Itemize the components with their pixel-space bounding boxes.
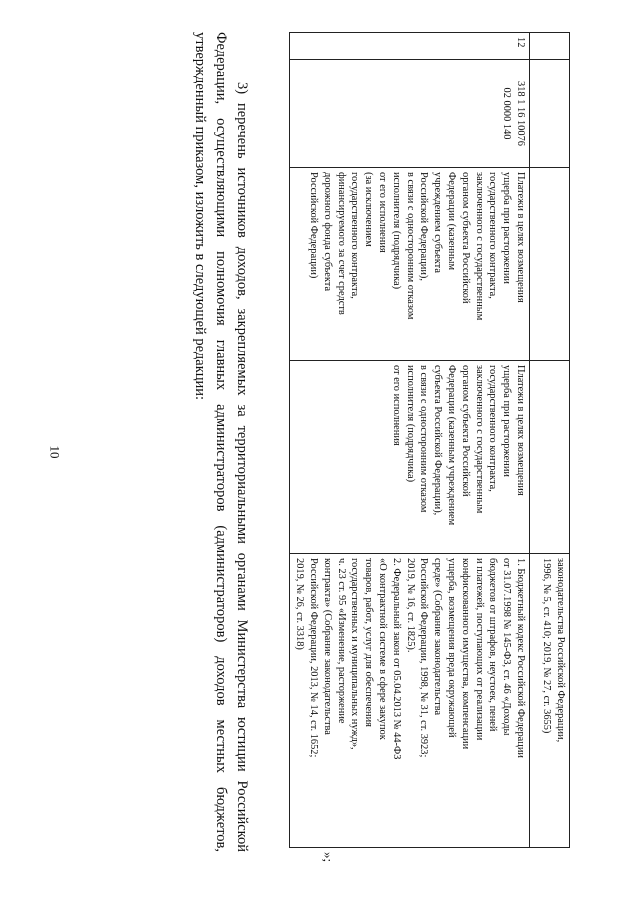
- text-line: ущерба при расторжении: [501, 172, 513, 284]
- text-line: Федерации (казенным: [446, 172, 458, 271]
- text-line: государственного контракта,: [349, 172, 361, 299]
- text-line: 2. Федеральный закон от 05.04.2013 № 44-ФЗ: [390, 558, 402, 760]
- code-line: 02 0000 140: [501, 87, 513, 140]
- text-line: 1. Бюджетный кодекс Российской Федерации: [515, 558, 526, 758]
- text-line: Российской Федерации),: [418, 172, 430, 281]
- income-sources-table: [289, 32, 570, 848]
- text-line: 2019, № 26, ст. 3318): [294, 558, 306, 650]
- text-line: и платежей, поступающих от реализации: [473, 558, 485, 741]
- text-line: Федерации (казенным учреждением: [446, 365, 458, 526]
- amendment-line: утвержденный приказом, изложить в следующей редакции:: [192, 32, 208, 401]
- text-line: государственного контракта,: [487, 172, 499, 299]
- text-line: «О контрактной системе в сфере закупок: [377, 558, 389, 740]
- text-line: Российской Федерации): [308, 172, 320, 279]
- row-number: 12: [515, 37, 526, 48]
- amendment-line: 3) перечень источников доходов, закрепляемых за территориальными органами Министерства юстиции Российской: [234, 82, 250, 852]
- cell-row-number: [290, 33, 530, 60]
- text-line: от его исполнения: [390, 365, 402, 446]
- text-line: финансируемого за счет средств: [335, 172, 347, 315]
- text-line: заключенного с государственным: [473, 365, 485, 514]
- text-line: бюджетов от штрафов, неустоек, пеней: [487, 558, 499, 732]
- text-line: от 31.07.1998 № 145-ФЗ, ст. 46 «Доходы: [501, 558, 513, 736]
- page-number: 10: [47, 445, 63, 459]
- text-line: Платежи в целях возмещения: [515, 365, 526, 496]
- cell-empty: [530, 361, 570, 554]
- text-line: заключенного с государственным: [473, 172, 485, 321]
- amendment-paragraph: [189, 32, 252, 852]
- table-row-12: [290, 33, 530, 848]
- text-line: дорожного фонда субъекта: [321, 172, 333, 292]
- cell-empty: [530, 60, 570, 168]
- text-line: ч. 23 ст. 95 «Изменение, расторжение: [335, 558, 347, 724]
- text-line: органом субъекта Российской: [459, 172, 471, 304]
- text-line: Платежи в целях возмещения: [515, 172, 526, 303]
- text-line: среде» (Собрание законодательства: [432, 558, 444, 716]
- text-line: 1996, № 5, ст. 410; 2019, № 27, ст. 3655): [541, 558, 553, 734]
- cell-legal-basis: [290, 554, 530, 848]
- code-line: 318 1 16 10076: [515, 81, 526, 146]
- closing-quote-mark: »;: [321, 852, 336, 863]
- cell-budget-code: [290, 60, 530, 168]
- amendment-line: Федерации, осуществляющими полномочия главных администраторов (администраторов) доходов местных бюджетов,: [213, 32, 229, 852]
- text-line: в связи с односторонним отказом: [418, 365, 430, 513]
- text-line: учреждением субъекта: [432, 172, 444, 273]
- text-line: исполнителя (подрядчика): [404, 365, 416, 483]
- text-line: государственного контракта,: [487, 365, 499, 492]
- cell-empty: [530, 168, 570, 361]
- text-line: 2019, № 16, ст. 1825).: [404, 558, 416, 653]
- cell-name-new: [290, 361, 530, 554]
- text-line: органом субъекта Российской: [459, 365, 471, 497]
- cell-legal-basis-continued: [530, 554, 570, 848]
- text-line: Российской Федерации, 1998, № 31, ст. 3923;: [418, 558, 430, 758]
- text-line: контракта» (Собрание законодательства: [321, 558, 333, 735]
- text-line: государственных и муниципальных нужд»,: [349, 558, 361, 750]
- text-line: от его исполнения: [377, 172, 389, 253]
- text-line: исполнителя (подрядчика): [390, 172, 402, 290]
- text-line: Российской Федерации, 2013, № 14, ст. 1652;: [308, 558, 320, 758]
- text-line: конфискованного имущества, компенсации: [459, 558, 471, 750]
- text-line: товаров, работ, услуг для обеспечения: [363, 558, 375, 727]
- text-line: ущерба при расторжении: [501, 365, 513, 477]
- text-line: ущерба, возмещения вреда окружающей: [446, 558, 458, 738]
- text-line: субъекта Российской Федерации),: [432, 365, 444, 516]
- table-row-continuation: [530, 33, 570, 848]
- cell-empty: [530, 33, 570, 60]
- text-line: законодательства Российской Федерации,: [555, 558, 566, 743]
- text-line: в связи с односторонним отказом: [404, 172, 416, 320]
- cell-name-previous: [290, 168, 530, 361]
- text-line: (за исключением: [363, 172, 375, 247]
